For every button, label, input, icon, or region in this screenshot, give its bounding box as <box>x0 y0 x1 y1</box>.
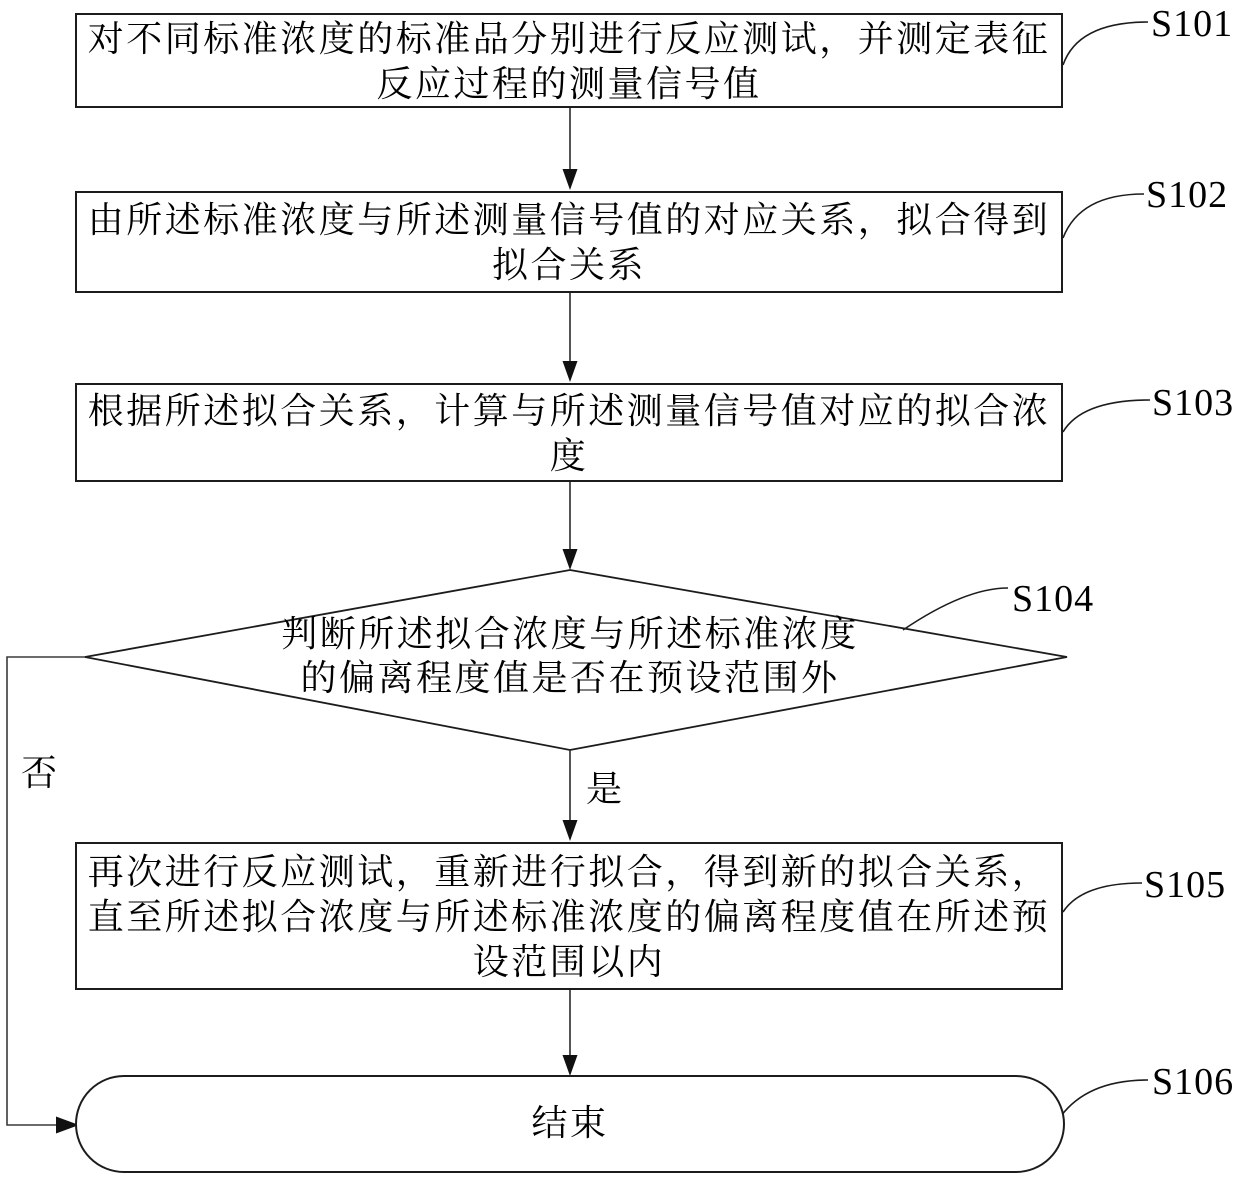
leader-line-s102 <box>1063 194 1144 238</box>
leader-line-s105 <box>1063 883 1142 912</box>
step-s102-text-line2: 拟合关系 <box>491 245 646 285</box>
step-s105-text-line2: 直至所述拟合浓度与所述标准浓度的偏离程度值在所述预 <box>87 897 1051 937</box>
step-label-s105: S105 <box>1144 864 1227 906</box>
arrow-s102-to-s103 <box>563 293 578 382</box>
step-s105-text-line1: 再次进行反应测试，重新进行拟合，得到新的拟合关系， <box>87 852 1051 892</box>
step-s105-text-line3: 设范围以内 <box>472 942 666 982</box>
leader-line-s103 <box>1063 400 1150 432</box>
arrow-s104-to-s105-yes <box>563 750 578 841</box>
step-s103-text-line2: 度 <box>549 436 589 476</box>
arrow-s101-to-s102 <box>563 108 578 190</box>
step-label-s106: S106 <box>1152 1061 1235 1103</box>
flow-step-s101-box <box>75 13 1063 108</box>
step-s104-text-line2: 的偏离程度值是否在预设范围外 <box>300 658 840 698</box>
leader-line-s106 <box>1061 1080 1148 1116</box>
step-label-s101: S101 <box>1151 3 1234 45</box>
arrow-s104-to-s106-no <box>7 657 85 1134</box>
flow-step-s105-box <box>75 842 1063 990</box>
flow-step-s102-box <box>75 191 1063 293</box>
arrow-s105-to-s106 <box>563 990 578 1076</box>
step-label-s103: S103 <box>1152 382 1235 424</box>
step-s101-text-line1: 对不同标准浓度的标准品分别进行反应测试，并测定表征 <box>87 19 1051 59</box>
flow-step-s103-box <box>75 383 1063 482</box>
step-s102-text-line1: 由所述标准浓度与所述测量信号值的对应关系，拟合得到 <box>87 200 1051 240</box>
step-label-s102: S102 <box>1146 174 1229 216</box>
flow-step-s106-terminator <box>75 1075 1065 1173</box>
step-s104-text-line1: 判断所述拟合浓度与所述标准浓度 <box>281 614 859 654</box>
step-label-s104: S104 <box>1012 578 1095 620</box>
arrow-s103-to-s104 <box>563 482 578 570</box>
step-s106-text: 结束 <box>531 1103 609 1143</box>
step-s103-text-line1: 根据所述拟合关系，计算与所述测量信号值对应的拟合浓 <box>87 391 1051 431</box>
flow-step-s104-decision-text <box>170 612 970 700</box>
branch-label-yes: 是 <box>586 769 623 809</box>
step-s101-text-line2: 反应过程的测量信号值 <box>376 64 762 104</box>
leader-line-s101 <box>1063 22 1148 65</box>
branch-label-no: 否 <box>21 753 58 793</box>
